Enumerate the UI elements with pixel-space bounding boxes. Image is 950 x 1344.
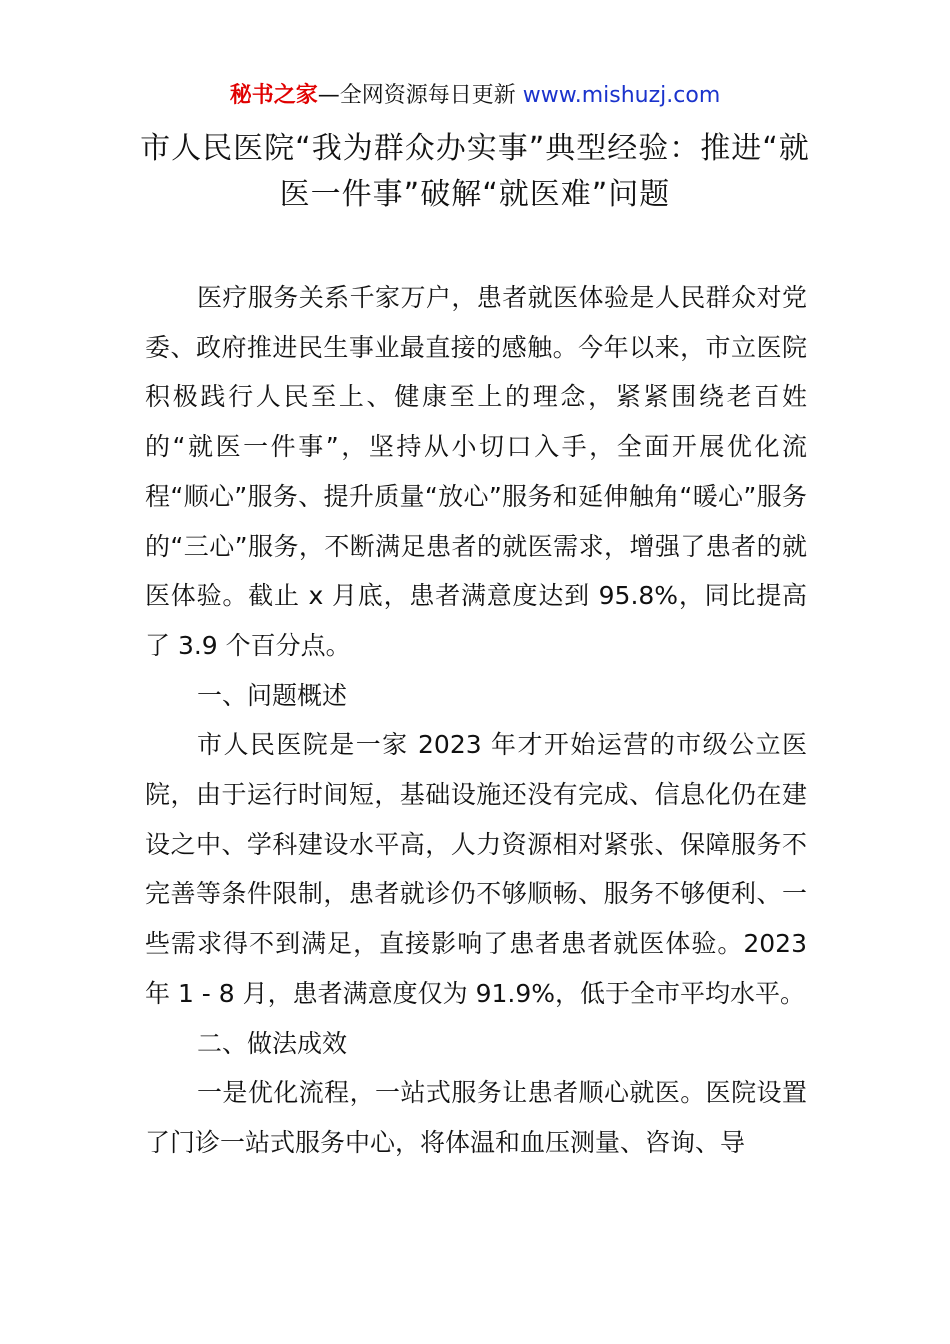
site-tagline: —全网资源每日更新 [317, 83, 523, 108]
site-brand: 秘书之家 [229, 83, 318, 108]
document-title: 市人民医院“我为群众办实事”典型经验：推进“就医一件事”破解“就医难”问题 [140, 131, 810, 212]
overview-paragraph: 市人民医院是一家 2023 年才开始运营的市级公立医院，由于运行时间短，基础设施还没有完成、信息化仍在建设之中、学科建设水平高，人力资源相对紧张、保障服务不完善等条件限制，患者就诊仍不够顺畅、服务不够便利、一些需求得不到满足，直接影响了患者患者就医体验。2023 年 1 - 8 月，患者满意度仅为 91.9%，低于全市平均水平。 [145, 730, 807, 1008]
measures-paragraph: 一是优化流程，一站式服务让患者顺心就医。医院设置了门诊一站式服务中心，将体温和血压测量、咨询、导 [145, 1078, 807, 1157]
section-heading-measures: 二、做法成效 [197, 1028, 348, 1058]
site-header [0, 80, 950, 112]
site-url-link[interactable]: www.mishuzj.com [522, 83, 721, 108]
section-heading-overview: 一、问题概述 [197, 680, 348, 710]
intro-paragraph: 医疗服务关系千家万户，患者就医体验是人民群众对党委、政府推进民生事业最直接的感触。今年以来，市立医院积极践行人民至上、健康至上的理念，紧紧围绕老百姓的“就医一件事”，坚持从小切口入手，全面开展优化流程“顺心”服务、提升质量“放心”服务和延伸触角“暖心”服务的“三心”服务，不断满足患者的就医需求，增强了患者的就医体验。截止 x 月底，患者满意度达到 95.8%，同比提高了 3.9 个百分点。 [145, 283, 807, 660]
document-body [145, 273, 807, 1168]
